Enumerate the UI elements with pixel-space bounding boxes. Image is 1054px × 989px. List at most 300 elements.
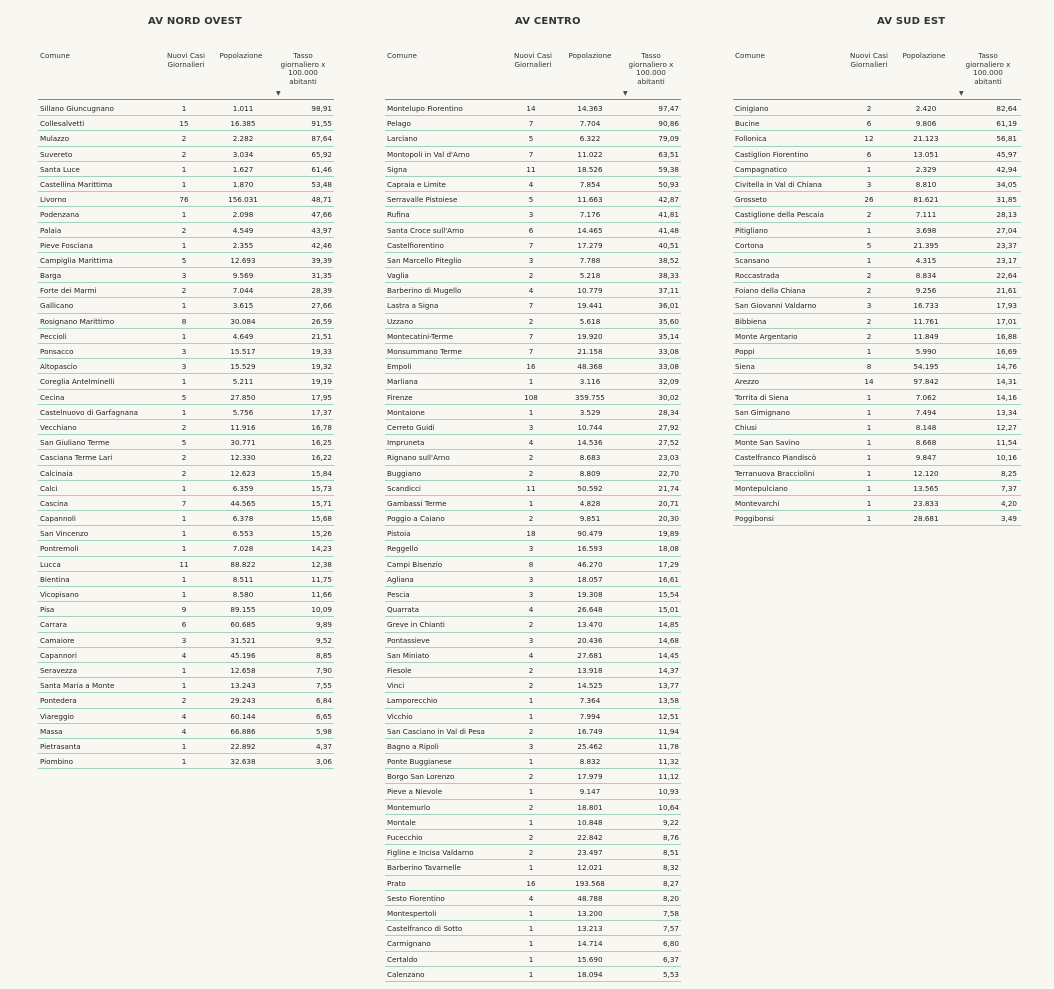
- cell-nuovi-casi: 3: [528, 635, 534, 645]
- table-row: [385, 481, 681, 496]
- cell-comune: Certaldo: [387, 954, 418, 964]
- cell-nuovi-casi: 1: [528, 711, 534, 721]
- panel-av-sud-est: [733, 0, 1023, 989]
- cell-popolazione: 21.395: [913, 240, 939, 250]
- cell-tasso: 7,58: [662, 908, 679, 918]
- cell-popolazione: 29.243: [230, 696, 256, 706]
- cell-tasso: 17,37: [311, 407, 332, 417]
- cell-comune: Calcinaia: [40, 468, 73, 478]
- cell-tasso: 14,76: [996, 362, 1017, 372]
- cell-popolazione: 12.693: [230, 255, 256, 265]
- cell-tasso: 59,38: [658, 164, 679, 174]
- cell-tasso: 10,93: [658, 787, 679, 797]
- cell-nuovi-casi: 3: [181, 362, 187, 372]
- cell-nuovi-casi: 1: [181, 681, 187, 691]
- panel-av-nord-ovest: [38, 0, 336, 989]
- cell-tasso: 87,64: [311, 134, 332, 144]
- cell-popolazione: 9.851: [579, 514, 601, 524]
- table-row: [385, 784, 681, 799]
- cell-tasso: 5,98: [315, 726, 332, 736]
- cell-popolazione: 5.756: [232, 407, 254, 417]
- cell-popolazione: 1.870: [232, 179, 254, 189]
- table-row: [38, 481, 334, 496]
- cell-nuovi-casi: 4: [528, 650, 534, 660]
- table-row: [38, 177, 334, 192]
- table-row: [38, 511, 334, 526]
- cell-popolazione: 14.363: [577, 104, 603, 113]
- cell-tasso: 9,22: [662, 817, 679, 827]
- cell-comune: Pietrasanta: [40, 741, 81, 751]
- cell-tasso: 6,65: [315, 711, 332, 721]
- cell-tasso: 3,06: [315, 757, 332, 767]
- cell-comune: Collesalvetti: [40, 119, 85, 129]
- cell-nuovi-casi: 2: [181, 696, 187, 706]
- cell-nuovi-casi: 7: [528, 301, 534, 311]
- cell-popolazione: 21.158: [577, 347, 603, 356]
- header-popolazione[interactable]: Popolazione: [568, 51, 612, 60]
- cell-nuovi-casi: 2: [528, 726, 534, 736]
- cell-comune: Reggello: [387, 544, 419, 554]
- panel-title: AV SUD EST: [877, 16, 946, 27]
- cell-tasso: 61,19: [996, 119, 1017, 129]
- cell-popolazione: 8.580: [232, 590, 254, 599]
- cell-nuovi-casi: 1: [181, 377, 187, 387]
- cell-nuovi-casi: 1: [528, 757, 534, 767]
- cell-tasso: 19,33: [311, 347, 332, 356]
- cell-nuovi-casi: 2: [528, 316, 534, 326]
- cell-popolazione: 23.833: [913, 498, 939, 508]
- cell-nuovi-casi: 1: [181, 590, 187, 599]
- cell-tasso: 50,93: [658, 179, 679, 189]
- header-popolazione[interactable]: Popolazione: [219, 51, 263, 60]
- table-row: [385, 952, 681, 967]
- cell-tasso: 11,94: [658, 726, 679, 736]
- cell-comune: Bientina: [40, 574, 70, 584]
- cell-popolazione: 18.801: [577, 802, 603, 812]
- cell-comune: Borgo San Lorenzo: [387, 772, 455, 782]
- table-row: [385, 800, 681, 815]
- cell-nuovi-casi: 4: [528, 438, 534, 448]
- cell-nuovi-casi: 3: [528, 741, 534, 751]
- cell-comune: Capannoli: [40, 514, 76, 524]
- cell-comune: Castelfiorentino: [387, 240, 444, 250]
- table-row: [733, 405, 1021, 420]
- cell-popolazione: 11.916: [230, 422, 256, 432]
- cell-popolazione: 5.211: [232, 377, 254, 387]
- cell-nuovi-casi: 7: [528, 347, 534, 356]
- cell-tasso: 21,51: [311, 331, 332, 341]
- cell-nuovi-casi: 1: [181, 240, 187, 250]
- cell-tasso: 56,81: [996, 134, 1017, 144]
- sort-desc-icon[interactable]: ▼: [276, 90, 281, 97]
- cell-tasso: 28,39: [311, 286, 332, 296]
- cell-comune: Vaglia: [387, 271, 409, 281]
- cell-comune: Serravalle Pistoiese: [387, 195, 458, 205]
- table-row: [733, 496, 1021, 511]
- cell-popolazione: 7.704: [579, 119, 601, 129]
- header-tasso-line3: 100.000: [636, 68, 666, 77]
- table-row: [385, 876, 681, 891]
- cell-nuovi-casi: 1: [866, 392, 872, 402]
- cell-comune: Rosignano Marittimo: [40, 316, 115, 326]
- cell-nuovi-casi: 2: [528, 833, 534, 842]
- cell-comune: Bibbiena: [735, 316, 767, 326]
- table-row: [733, 116, 1021, 131]
- cell-tasso: 6,37: [662, 954, 679, 964]
- cell-tasso: 16,25: [311, 438, 332, 448]
- cell-nuovi-casi: 4: [528, 893, 534, 903]
- table-row: [385, 967, 681, 982]
- cell-popolazione: 16.733: [913, 301, 939, 311]
- cell-comune: Cinigiano: [735, 104, 769, 113]
- cell-comune: Campiglia Marittima: [40, 255, 113, 265]
- table-row: [733, 283, 1021, 298]
- cell-tasso: 82,64: [996, 104, 1017, 113]
- header-nuovi-casi: [507, 52, 559, 69]
- cell-popolazione: 27.681: [577, 650, 603, 660]
- cell-tasso: 8,32: [662, 863, 679, 873]
- cell-popolazione: 4.549: [232, 225, 254, 235]
- table-row: [385, 617, 681, 632]
- table-row: [733, 298, 1021, 313]
- cell-nuovi-casi: 1: [866, 407, 872, 417]
- table-row: [733, 435, 1021, 450]
- cell-comune: Massa: [40, 726, 63, 736]
- cell-tasso: 28,34: [658, 407, 679, 417]
- header-nuovi-casi-line1: Nuovi Casi: [513, 51, 553, 60]
- header-tasso-line2: giornaliero x: [280, 59, 326, 69]
- cell-comune: Camaiore: [40, 635, 75, 645]
- table-row: [385, 131, 681, 146]
- cell-comune: Signa: [387, 164, 408, 174]
- cell-popolazione: 54.195: [913, 362, 939, 372]
- cell-nuovi-casi: 1: [866, 514, 872, 524]
- cell-nuovi-casi: 3: [181, 347, 187, 356]
- cell-nuovi-casi: 1: [181, 514, 187, 524]
- table-row: [733, 238, 1021, 253]
- header-tasso[interactable]: [273, 52, 333, 86]
- header-divider: [38, 99, 334, 100]
- cell-popolazione: 14.536: [577, 438, 603, 448]
- cell-comune: Coreglia Antelminelli: [40, 377, 115, 387]
- cell-nuovi-casi: 2: [181, 453, 187, 463]
- cell-nuovi-casi: 2: [866, 210, 872, 220]
- cell-comune: San Marcello Piteglio: [387, 255, 462, 265]
- table-row: [38, 572, 334, 587]
- cell-tasso: 4,20: [1000, 498, 1017, 508]
- table-row: [38, 223, 334, 238]
- table-row: [38, 678, 334, 693]
- cell-popolazione: 22.892: [230, 741, 256, 751]
- cell-tasso: 8,20: [662, 893, 679, 903]
- cell-comune: Agliana: [387, 574, 414, 584]
- cell-tasso: 17,29: [658, 559, 679, 569]
- table-row: [38, 724, 334, 739]
- cell-nuovi-casi: 2: [181, 225, 187, 235]
- cell-nuovi-casi: 2: [528, 848, 534, 858]
- table-row: [38, 253, 334, 268]
- table-row: [385, 891, 681, 906]
- cell-popolazione: 50.592: [577, 483, 603, 493]
- table-row: [38, 101, 334, 116]
- cell-comune: Altopascio: [40, 362, 78, 372]
- cell-comune: Monsummano Terme: [387, 347, 462, 356]
- cell-comune: Pontremoli: [40, 544, 79, 554]
- cell-comune: Montemurlo: [387, 802, 431, 812]
- cell-comune: Monte San Savino: [735, 438, 800, 448]
- cell-popolazione: 12.658: [230, 665, 256, 675]
- cell-nuovi-casi: 2: [866, 316, 872, 326]
- cell-nuovi-casi: 7: [528, 240, 534, 250]
- table-row: [385, 815, 681, 830]
- cell-nuovi-casi: 108: [524, 392, 538, 402]
- cell-comune: Suvereto: [40, 149, 73, 159]
- cell-comune: Montopoli in Val d'Arno: [387, 149, 470, 159]
- cell-nuovi-casi: 1: [528, 377, 534, 387]
- cell-popolazione: 15.529: [230, 362, 256, 372]
- cell-popolazione: 193.568: [575, 878, 605, 888]
- header-tasso-line2: giornaliero x: [628, 59, 674, 69]
- cell-tasso: 11,75: [311, 574, 332, 584]
- table-row: [385, 557, 681, 572]
- header-tasso-line3: 100.000: [973, 68, 1003, 77]
- table-row: [385, 906, 681, 921]
- cell-comune: Vicchio: [387, 711, 413, 721]
- table-row: [385, 648, 681, 663]
- cell-popolazione: 7.062: [915, 392, 937, 402]
- cell-tasso: 34,05: [996, 179, 1017, 189]
- cell-popolazione: 81.621: [913, 195, 939, 205]
- cell-comune: Campagnatico: [735, 164, 788, 174]
- table-row: [733, 253, 1021, 268]
- table-row: [38, 268, 334, 283]
- cell-nuovi-casi: 2: [181, 422, 187, 432]
- cell-tasso: 90,86: [658, 119, 679, 129]
- cell-nuovi-casi: 1: [866, 255, 872, 265]
- cell-tasso: 43,97: [311, 225, 332, 235]
- cell-tasso: 37,11: [658, 286, 679, 296]
- header-tasso[interactable]: [621, 52, 681, 86]
- table-row: [38, 435, 334, 450]
- cell-popolazione: 18.526: [577, 164, 603, 174]
- cell-comune: Cortona: [735, 240, 764, 250]
- table-row: [38, 314, 334, 329]
- table-row: [38, 648, 334, 663]
- table-row: [385, 572, 681, 587]
- cell-tasso: 12,27: [996, 422, 1017, 432]
- cell-comune: Calenzano: [387, 969, 425, 979]
- cell-comune: Roccastrada: [735, 271, 780, 281]
- cell-popolazione: 66.886: [230, 726, 256, 736]
- header-nuovi-casi-line1: Nuovi Casi: [849, 51, 889, 60]
- table-row: [38, 147, 334, 162]
- header-comune: Comune: [40, 51, 70, 60]
- cell-nuovi-casi: 9: [181, 605, 187, 615]
- cell-popolazione: 6.378: [232, 514, 254, 524]
- cell-tasso: 65,92: [311, 149, 332, 159]
- cell-nuovi-casi: 2: [528, 620, 534, 630]
- cell-nuovi-casi: 4: [528, 605, 534, 615]
- cell-tasso: 20,30: [658, 514, 679, 524]
- table-row: [38, 420, 334, 435]
- cell-tasso: 17,01: [996, 316, 1017, 326]
- cell-nuovi-casi: 1: [181, 665, 187, 675]
- table-row: [733, 374, 1021, 389]
- cell-comune: Fiesole: [387, 665, 412, 675]
- cell-comune: Castelfranco di Sotto: [387, 924, 463, 934]
- cell-tasso: 16,78: [311, 422, 332, 432]
- table-row: [733, 131, 1021, 146]
- cell-comune: Vinci: [387, 681, 405, 691]
- table-row: [38, 633, 334, 648]
- cell-popolazione: 90.479: [577, 529, 603, 539]
- cell-nuovi-casi: 5: [181, 255, 187, 265]
- cell-popolazione: 9.147: [579, 787, 601, 797]
- cell-popolazione: 8.832: [579, 757, 601, 767]
- table-row: [385, 192, 681, 207]
- cell-comune: Marliana: [387, 377, 418, 387]
- table-row: [733, 466, 1021, 481]
- cell-nuovi-casi: 26: [864, 195, 874, 205]
- table-row: [38, 162, 334, 177]
- cell-popolazione: 2.282: [232, 134, 254, 144]
- cell-comune: Gambassi Terme: [387, 498, 447, 508]
- cell-popolazione: 7.854: [579, 179, 601, 189]
- header-tasso[interactable]: [957, 52, 1019, 86]
- table-row: [733, 147, 1021, 162]
- cell-comune: Podenzana: [40, 210, 80, 220]
- table-rows: [733, 101, 1021, 526]
- cell-nuovi-casi: 1: [866, 483, 872, 493]
- cell-tasso: 10,64: [658, 802, 679, 812]
- cell-comune: Pontedera: [40, 696, 77, 706]
- header-tasso-line4: abitanti: [289, 76, 317, 86]
- cell-popolazione: 13.200: [577, 908, 603, 918]
- cell-popolazione: 7.994: [579, 711, 601, 721]
- cell-nuovi-casi: 3: [866, 179, 872, 189]
- cell-nuovi-casi: 16: [526, 878, 536, 888]
- cell-tasso: 21,61: [996, 286, 1017, 296]
- cell-tasso: 17,95: [311, 392, 332, 402]
- cell-comune: Empoli: [387, 362, 412, 372]
- cell-tasso: 11,32: [658, 757, 679, 767]
- cell-nuovi-casi: 1: [181, 179, 187, 189]
- cell-tasso: 11,78: [658, 741, 679, 751]
- cell-nuovi-casi: 5: [181, 392, 187, 402]
- sort-desc-icon[interactable]: ▼: [959, 90, 964, 97]
- cell-nuovi-casi: 5: [866, 240, 872, 250]
- cell-comune: Cascina: [40, 498, 69, 508]
- cell-popolazione: 26.648: [577, 605, 603, 615]
- cell-tasso: 15,01: [658, 605, 679, 615]
- table-row: [38, 329, 334, 344]
- table-row: [733, 481, 1021, 496]
- cell-nuovi-casi: 16: [526, 362, 536, 372]
- header-tasso-line1: Tasso: [641, 51, 661, 60]
- cell-comune: Sillano Giuncugnano: [40, 104, 114, 113]
- cell-popolazione: 8.511: [232, 574, 254, 584]
- cell-nuovi-casi: 2: [181, 468, 187, 478]
- cell-tasso: 22,70: [658, 468, 679, 478]
- cell-comune: Grosseto: [735, 195, 767, 205]
- cell-popolazione: 7.044: [232, 286, 254, 296]
- cell-comune: Mulazzo: [40, 134, 70, 144]
- cell-popolazione: 12.120: [913, 468, 939, 478]
- cell-nuovi-casi: 8: [181, 316, 187, 326]
- cell-popolazione: 11.849: [913, 331, 939, 341]
- cell-tasso: 11,66: [311, 590, 332, 599]
- cell-tasso: 26,59: [311, 316, 332, 326]
- cell-comune: Santa Maria a Monte: [40, 681, 115, 691]
- table-row: [733, 207, 1021, 222]
- cell-nuovi-casi: 1: [528, 817, 534, 827]
- cell-popolazione: 6.359: [232, 483, 254, 493]
- cell-nuovi-casi: 1: [866, 347, 872, 356]
- cell-popolazione: 88.822: [230, 559, 256, 569]
- cell-nuovi-casi: 1: [528, 924, 534, 934]
- cell-popolazione: 30.771: [230, 438, 256, 448]
- cell-tasso: 28,13: [996, 210, 1017, 220]
- cell-tasso: 8,27: [662, 878, 679, 888]
- cell-nuovi-casi: 8: [528, 559, 534, 569]
- cell-popolazione: 10.848: [577, 817, 603, 827]
- cell-tasso: 14,85: [658, 620, 679, 630]
- table-row: [38, 526, 334, 541]
- cell-tasso: 15,84: [311, 468, 332, 478]
- header-popolazione[interactable]: Popolazione: [902, 51, 946, 60]
- cell-tasso: 15,26: [311, 529, 332, 539]
- cell-nuovi-casi: 7: [528, 119, 534, 129]
- cell-tasso: 27,04: [996, 225, 1017, 235]
- cell-tasso: 15,68: [311, 514, 332, 524]
- cell-popolazione: 12.021: [577, 863, 603, 873]
- cell-tasso: 8,25: [1000, 468, 1017, 478]
- cell-tasso: 39,39: [311, 255, 332, 265]
- table-row: [385, 268, 681, 283]
- cell-tasso: 8,85: [315, 650, 332, 660]
- cell-tasso: 14,23: [311, 544, 332, 554]
- cell-popolazione: 4.828: [579, 498, 601, 508]
- cell-tasso: 61,46: [311, 164, 332, 174]
- table-row: [385, 253, 681, 268]
- cell-comune: Quarrata: [387, 605, 420, 615]
- cell-popolazione: 14.465: [577, 225, 603, 235]
- cell-nuovi-casi: 2: [528, 802, 534, 812]
- cell-popolazione: 14.714: [577, 939, 603, 949]
- cell-nuovi-casi: 76: [179, 195, 189, 205]
- cell-comune: Fucecchio: [387, 833, 423, 842]
- cell-tasso: 30,02: [658, 392, 679, 402]
- cell-tasso: 14,37: [658, 665, 679, 675]
- table-row: [385, 724, 681, 739]
- header-tasso-line4: abitanti: [974, 76, 1002, 86]
- cell-nuovi-casi: 3: [528, 544, 534, 554]
- cell-comune: Bucine: [735, 119, 760, 129]
- cell-nuovi-casi: 18: [526, 529, 536, 539]
- cell-comune: Casciana Terme Lari: [40, 453, 113, 463]
- table-row: [38, 283, 334, 298]
- cell-comune: Montaione: [387, 407, 425, 417]
- table-row: [385, 359, 681, 374]
- header-nuovi-casi-line1: Nuovi Casi: [166, 51, 206, 60]
- cell-tasso: 40,51: [658, 240, 679, 250]
- sort-desc-icon[interactable]: ▼: [623, 90, 628, 97]
- panel-title: AV NORD OVEST: [148, 16, 243, 27]
- cell-popolazione: 5.218: [579, 271, 601, 281]
- cell-comune: Santa Croce sull'Arno: [387, 225, 464, 235]
- cell-popolazione: 156.031: [228, 195, 258, 205]
- cell-popolazione: 16.749: [577, 726, 603, 736]
